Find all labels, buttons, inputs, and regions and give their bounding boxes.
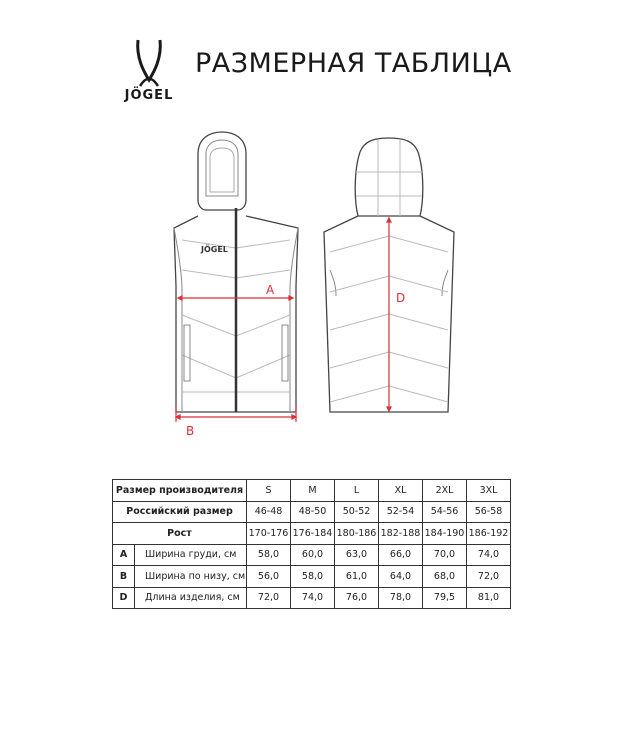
table-row-header (113, 480, 511, 502)
table-cell: 79,5 (423, 587, 467, 609)
size-cell: L (335, 480, 379, 502)
table-cell: 56-58 (467, 501, 511, 523)
table-cell: 81,0 (467, 587, 511, 609)
size-cell: 3XL (467, 480, 511, 502)
table-cell: 74,0 (467, 544, 511, 566)
label-d: D (396, 291, 406, 305)
size-cell: 2XL (423, 480, 467, 502)
page-title: РАЗМЕРНАЯ ТАБЛИЦА (195, 48, 512, 79)
label-a: A (266, 283, 275, 297)
table-cell: 182-188 (379, 523, 423, 545)
table-cell: 46-48 (247, 501, 291, 523)
table-cell: 61,0 (335, 566, 379, 588)
table-cell: 78,0 (379, 587, 423, 609)
brand-name: JÖGEL (124, 88, 174, 103)
table-cell: 63,0 (335, 544, 379, 566)
table-cell: 72,0 (467, 566, 511, 588)
table-cell: 60,0 (291, 544, 335, 566)
table-row-russian (113, 501, 511, 523)
row-letter: B (113, 566, 135, 588)
vest-front (174, 132, 298, 412)
table-cell: 58,0 (247, 544, 291, 566)
chest-logo-text: JÖGEL (201, 245, 228, 254)
row-letter: A (113, 544, 135, 566)
russian-label: Российский размер (113, 501, 247, 523)
row-label: Ширина по низу, см (135, 566, 247, 588)
vest-diagram (160, 130, 470, 440)
size-table (112, 479, 511, 609)
height-label: Рост (113, 523, 247, 545)
table-cell: 76,0 (335, 587, 379, 609)
table-row-d (113, 587, 511, 609)
row-label: Длина изделия, см (135, 587, 247, 609)
header-label: Размер производителя (113, 480, 247, 502)
table-cell: 170-176 (247, 523, 291, 545)
table-row-height (113, 523, 511, 545)
table-cell: 70,0 (423, 544, 467, 566)
table-cell: 176-184 (291, 523, 335, 545)
table-cell: 50-52 (335, 501, 379, 523)
table-row-a (113, 544, 511, 566)
table-cell: 184-190 (423, 523, 467, 545)
table-cell: 68,0 (423, 566, 467, 588)
table-cell: 56,0 (247, 566, 291, 588)
table-cell: 64,0 (379, 566, 423, 588)
size-cell: XL (379, 480, 423, 502)
size-cell: M (291, 480, 335, 502)
table-row-b (113, 566, 511, 588)
table-cell: 186-192 (467, 523, 511, 545)
table-cell: 180-186 (335, 523, 379, 545)
table-cell: 72,0 (247, 587, 291, 609)
row-label: Ширина груди, см (135, 544, 247, 566)
row-letter: D (113, 587, 135, 609)
table-cell: 54-56 (423, 501, 467, 523)
table-cell: 48-50 (291, 501, 335, 523)
table-cell: 74,0 (291, 587, 335, 609)
table-cell: 66,0 (379, 544, 423, 566)
size-cell: S (247, 480, 291, 502)
table-cell: 52-54 (379, 501, 423, 523)
label-b: B (186, 424, 195, 438)
table-cell: 58,0 (291, 566, 335, 588)
